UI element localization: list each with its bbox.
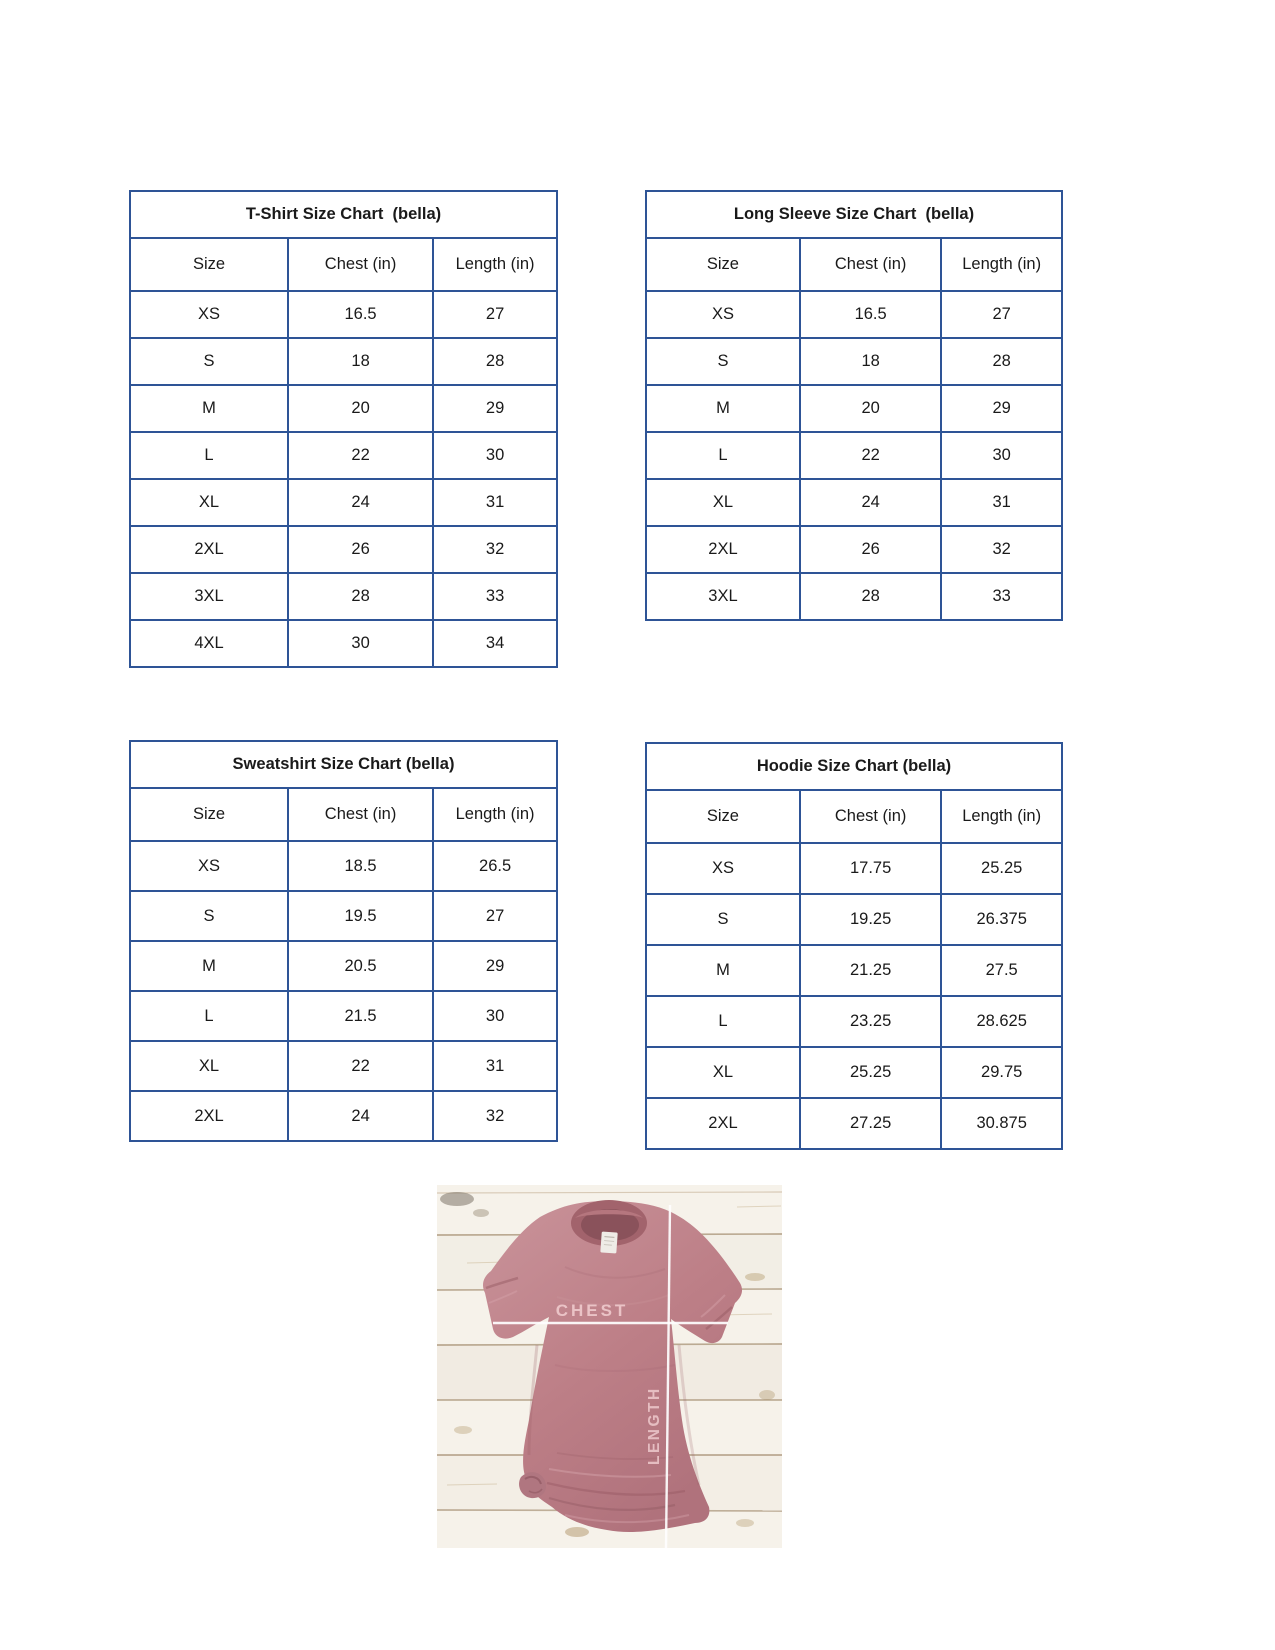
table-cell: 33 <box>941 573 1062 620</box>
table-cell: 26 <box>288 526 433 573</box>
table-cell: 16.5 <box>800 291 941 338</box>
table-row <box>646 573 1062 620</box>
table-cell: S <box>130 338 288 385</box>
table-cell: 27 <box>941 291 1062 338</box>
longsleeve-size-chart <box>645 190 1063 621</box>
table-row <box>646 432 1062 479</box>
table-cell: 22 <box>800 432 941 479</box>
table-row <box>646 385 1062 432</box>
table-cell: 2XL <box>130 526 288 573</box>
table-cell: XL <box>646 479 800 526</box>
table-row <box>130 432 557 479</box>
table-cell: 16.5 <box>288 291 433 338</box>
table-cell: 29 <box>433 941 557 991</box>
column-header: Length (in) <box>433 238 557 291</box>
table-cell: 23.25 <box>800 996 941 1047</box>
table-cell: XL <box>130 1041 288 1091</box>
table-title-row <box>646 191 1062 238</box>
table-cell: M <box>646 945 800 996</box>
table-cell: 2XL <box>646 1098 800 1149</box>
column-header: Size <box>130 238 288 291</box>
table-cell: S <box>646 338 800 385</box>
table-cell: XS <box>130 291 288 338</box>
table-cell: 25.25 <box>941 843 1062 894</box>
table-cell: 31 <box>433 1041 557 1091</box>
table-cell: L <box>646 432 800 479</box>
table-cell: 20 <box>800 385 941 432</box>
table-cell: 31 <box>941 479 1062 526</box>
table-cell: 30 <box>433 432 557 479</box>
table-cell: 20 <box>288 385 433 432</box>
table-cell: L <box>130 991 288 1041</box>
table-cell: 18.5 <box>288 841 433 891</box>
table-row <box>646 291 1062 338</box>
table-cell: 21.25 <box>800 945 941 996</box>
size-chart-table <box>645 742 1063 1150</box>
table-cell: 27 <box>433 291 557 338</box>
table-cell: 21.5 <box>288 991 433 1041</box>
table-title-row <box>646 743 1062 790</box>
table-row <box>646 894 1062 945</box>
tshirt-size-chart <box>129 190 558 668</box>
table-row <box>130 841 557 891</box>
table-cell: 24 <box>288 1091 433 1141</box>
table-cell: 25.25 <box>800 1047 941 1098</box>
table-cell: 28 <box>288 573 433 620</box>
table-row <box>646 945 1062 996</box>
table-cell: 18 <box>800 338 941 385</box>
table-cell: 28.625 <box>941 996 1062 1047</box>
table-cell: 4XL <box>130 620 288 667</box>
table-cell: 29 <box>433 385 557 432</box>
table-cell: M <box>130 385 288 432</box>
table-cell: 28 <box>800 573 941 620</box>
table-row <box>130 573 557 620</box>
table-cell: 33 <box>433 573 557 620</box>
column-header-row <box>130 238 557 291</box>
size-chart-table <box>129 190 558 668</box>
table-cell: 18 <box>288 338 433 385</box>
column-header: Length (in) <box>941 238 1062 291</box>
table-title-row <box>130 191 557 238</box>
table-cell: 2XL <box>130 1091 288 1141</box>
column-header: Length (in) <box>941 790 1062 843</box>
column-header: Chest (in) <box>800 790 941 843</box>
sweatshirt-size-chart <box>129 740 558 1142</box>
table-row <box>646 1047 1062 1098</box>
table-row <box>646 996 1062 1047</box>
table-cell: 30 <box>433 991 557 1041</box>
table-cell: S <box>130 891 288 941</box>
column-header: Size <box>646 238 800 291</box>
table-cell: 3XL <box>130 573 288 620</box>
column-header: Length (in) <box>433 788 557 841</box>
length-label: LENGTH <box>646 1386 663 1465</box>
table-cell: M <box>130 941 288 991</box>
table-cell: 26.5 <box>433 841 557 891</box>
table-cell: 17.75 <box>800 843 941 894</box>
size-chart-table <box>129 740 558 1142</box>
table-cell: 24 <box>800 479 941 526</box>
table-cell: 32 <box>941 526 1062 573</box>
table-row <box>130 620 557 667</box>
column-header-row <box>130 788 557 841</box>
table-row <box>646 1098 1062 1149</box>
column-header-row <box>646 790 1062 843</box>
table-cell: 32 <box>433 526 557 573</box>
tshirt-measurement-photo <box>437 1185 782 1548</box>
table-cell: 34 <box>433 620 557 667</box>
tshirt-measurement-illustration <box>437 1185 782 1548</box>
chest-label: CHEST <box>555 1301 629 1320</box>
table-cell: XS <box>130 841 288 891</box>
tshirt-table-title: T-Shirt Size Chart (bella) <box>130 191 557 238</box>
table-cell: 28 <box>433 338 557 385</box>
table-cell: 26.375 <box>941 894 1062 945</box>
table-row <box>130 891 557 941</box>
table-cell: 30.875 <box>941 1098 1062 1149</box>
table-row <box>646 526 1062 573</box>
table-row <box>646 479 1062 526</box>
longsleeve-table-title: Long Sleeve Size Chart (bella) <box>646 191 1062 238</box>
table-cell: 27 <box>433 891 557 941</box>
sweatshirt-table-title: Sweatshirt Size Chart (bella) <box>130 741 557 788</box>
table-cell: M <box>646 385 800 432</box>
table-cell: S <box>646 894 800 945</box>
hoodie-table-title: Hoodie Size Chart (bella) <box>646 743 1062 790</box>
table-row <box>130 941 557 991</box>
size-chart-table <box>645 190 1063 621</box>
table-row <box>130 291 557 338</box>
column-header: Chest (in) <box>800 238 941 291</box>
column-header: Size <box>130 788 288 841</box>
table-cell: 28 <box>941 338 1062 385</box>
table-cell: 27.25 <box>800 1098 941 1149</box>
table-row <box>130 991 557 1041</box>
table-cell: 24 <box>288 479 433 526</box>
table-cell: 20.5 <box>288 941 433 991</box>
table-cell: 32 <box>433 1091 557 1141</box>
table-cell: L <box>646 996 800 1047</box>
table-cell: 30 <box>941 432 1062 479</box>
table-cell: 3XL <box>646 573 800 620</box>
table-row <box>646 843 1062 894</box>
table-cell: 31 <box>433 479 557 526</box>
column-header: Chest (in) <box>288 788 433 841</box>
neck-tag <box>600 1231 617 1253</box>
table-cell: 19.5 <box>288 891 433 941</box>
table-cell: XS <box>646 291 800 338</box>
table-row <box>130 526 557 573</box>
table-cell: 22 <box>288 432 433 479</box>
column-header-row <box>646 238 1062 291</box>
table-row <box>130 338 557 385</box>
table-cell: 29 <box>941 385 1062 432</box>
table-row <box>130 1091 557 1141</box>
table-cell: 22 <box>288 1041 433 1091</box>
table-cell: XL <box>130 479 288 526</box>
table-cell: 19.25 <box>800 894 941 945</box>
table-cell: 30 <box>288 620 433 667</box>
table-row <box>646 338 1062 385</box>
table-row <box>130 1041 557 1091</box>
table-cell: XS <box>646 843 800 894</box>
table-cell: 29.75 <box>941 1047 1062 1098</box>
table-cell: 2XL <box>646 526 800 573</box>
table-row <box>130 479 557 526</box>
table-row <box>130 385 557 432</box>
table-cell: L <box>130 432 288 479</box>
table-cell: 26 <box>800 526 941 573</box>
column-header: Chest (in) <box>288 238 433 291</box>
column-header: Size <box>646 790 800 843</box>
table-title-row <box>130 741 557 788</box>
table-cell: 27.5 <box>941 945 1062 996</box>
hoodie-size-chart <box>645 742 1063 1150</box>
table-cell: XL <box>646 1047 800 1098</box>
